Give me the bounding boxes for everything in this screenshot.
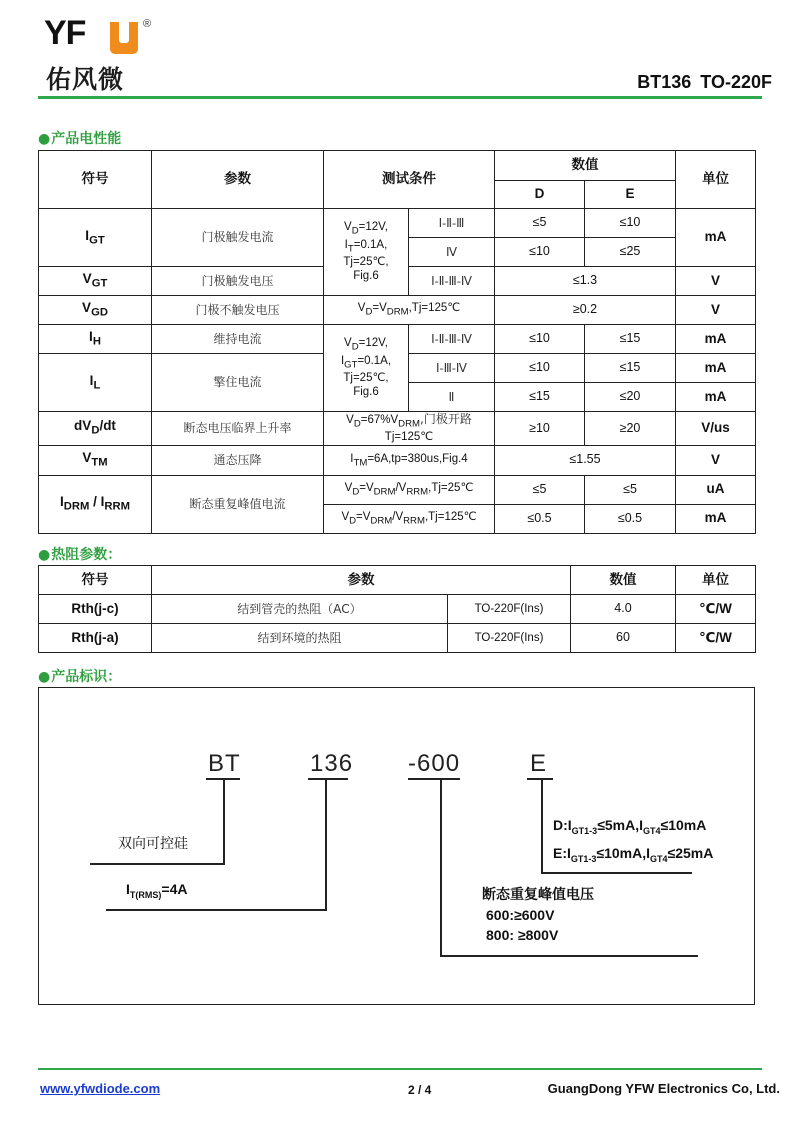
idrm-unit-25: uA: [676, 475, 756, 504]
idrm-d-125: ≤0.5: [495, 504, 585, 533]
il-quadrant-2: Ⅱ: [409, 383, 495, 412]
igt-unit: mA: [676, 209, 756, 267]
section-electrical-heading: [38, 128, 121, 148]
thermal-header-value: 数值: [571, 566, 676, 595]
ih-param: 维持电流: [152, 325, 324, 354]
vgd-param: 门极不触发电压: [152, 296, 324, 325]
thermal-header-unit: 单位: [676, 566, 756, 595]
part-prefix: BT: [208, 750, 241, 777]
il-unit-1: mA: [676, 354, 756, 383]
dvdt-symbol: $dV_D/dt$: [39, 412, 152, 446]
section-marking-label: 产品标识：: [51, 669, 122, 685]
section-thermal-heading: [38, 544, 121, 564]
thermal-param: 结到环境的热阻: [152, 624, 448, 653]
section-thermal-label: 热阻参数：: [51, 547, 122, 563]
section-marking-heading: [38, 666, 121, 686]
vtm-unit: V: [676, 445, 756, 475]
il-quadrant-1: Ⅰ-Ⅲ-Ⅳ: [409, 354, 495, 383]
electrical-characteristics-table: [38, 150, 756, 534]
dvdt-param: 断态电压临界上升率: [152, 412, 324, 446]
header-parameter: 参数: [152, 151, 324, 209]
vtm-conditions: $I_{TM}=6A,tp=380us,Fig.4$: [324, 445, 495, 475]
underline-e: [527, 778, 553, 780]
dvdt-conditions: $V_D=67\%V_{DRM}$,门极开路 Tj=125℃: [324, 412, 495, 446]
label-triac: 双向可控硅: [118, 835, 188, 851]
label-voltage-800: 800: ≥800V: [486, 927, 559, 943]
vtm-param: 通态压降: [152, 445, 324, 475]
document-title: BT136 TO-220F: [637, 72, 772, 92]
underline-136: [308, 778, 348, 780]
thermal-value: 4.0: [571, 595, 676, 624]
registered-mark: ®: [143, 18, 152, 30]
igt-param: 门极触发电流: [152, 209, 324, 267]
company-name: GuangDong YFW Electronics Co, Ltd.: [547, 1081, 780, 1096]
idrm-unit-125: mA: [676, 504, 756, 533]
ih-symbol: $I_H$: [39, 325, 152, 354]
website-link[interactable]: www.yfwdiode.com: [40, 1081, 161, 1096]
il-e2: ≤20: [585, 383, 676, 412]
ih-unit: mA: [676, 325, 756, 354]
il-param: 擎住电流: [152, 354, 324, 412]
leader-e-horizontal: [541, 872, 692, 874]
header-grade-d: D: [495, 181, 585, 209]
thermal-sym: Rth(j-a): [39, 624, 152, 653]
vgd-value: ≥0.2: [495, 296, 676, 325]
vgt-unit: V: [676, 267, 756, 296]
vgt-quadrant: Ⅰ-Ⅱ-Ⅲ-Ⅳ: [409, 267, 495, 296]
leader-136-horizontal: [106, 909, 327, 911]
il-e1: ≤15: [585, 354, 676, 383]
thermal-header-symbol: 符号: [39, 566, 152, 595]
ih-quadrant: Ⅰ-Ⅱ-Ⅲ-Ⅳ: [409, 325, 495, 354]
igt-quadrant-2: Ⅳ: [409, 238, 495, 267]
vtm-symbol: $V_{TM}$: [39, 445, 152, 475]
thermal-resistance-table: [38, 565, 756, 653]
header-conditions: 测试条件: [324, 151, 495, 209]
thermal-package: TO-220F(Ins): [448, 624, 571, 653]
dvdt-unit: V/us: [676, 412, 756, 446]
header-value: 数值: [495, 151, 676, 181]
bullet-icon: ●: [38, 669, 51, 685]
thermal-param: 结到管壳的热阻（AC）: [152, 595, 448, 624]
label-voltage-title: 断态重复峰值电压: [482, 886, 594, 902]
ih-e: ≤15: [585, 325, 676, 354]
idrm-e-125: ≤0.5: [585, 504, 676, 533]
table-row: [39, 624, 756, 653]
vgt-symbol: $V_{GT}$: [39, 267, 152, 296]
leader-600-horizontal: [440, 955, 698, 957]
vgd-unit: V: [676, 296, 756, 325]
bullet-icon: ●: [38, 131, 51, 147]
vgd-conditions: $V_D=V_{DRM},Tj=125℃$: [324, 296, 495, 325]
dvdt-d: ≥10: [495, 412, 585, 446]
label-voltage-600: 600:≥600V: [486, 907, 555, 923]
igt-conditions: $V_D=12V$, $I_T=0.1A$, Tj=25℃, Fig.6: [324, 209, 409, 296]
header-grade-e: E: [585, 181, 676, 209]
underline-600: [408, 778, 460, 780]
header-divider: [38, 96, 762, 99]
igt-e1: ≤10: [585, 209, 676, 238]
ih-d: ≤10: [495, 325, 585, 354]
il-unit-2: mA: [676, 383, 756, 412]
idrm-symbol: $I_{DRM} / I_{RRM}$: [39, 475, 152, 533]
il-d1: ≤10: [495, 354, 585, 383]
part-voltage-code: -600: [408, 750, 461, 777]
label-current-rating: $I_{T(RMS)}=4A$: [126, 881, 188, 900]
page-number: 2 / 4: [408, 1083, 432, 1097]
leader-e-vertical: [541, 779, 543, 873]
part-series: 136: [310, 750, 354, 777]
label-grade-e: $E:I_{GT1-3}\le 10mA,I_{GT4}\le 25mA$: [553, 845, 714, 864]
igt-quadrant-1: Ⅰ-Ⅱ-Ⅲ: [409, 209, 495, 238]
leader-136-vertical: [325, 779, 327, 910]
thermal-unit: ℃/W: [676, 595, 756, 624]
logo-chinese-name: 佑风微: [46, 65, 125, 94]
part-grade: E: [530, 750, 548, 777]
idrm-param: 断态重复峰值电流: [152, 475, 324, 533]
vgt-value: ≤1.3: [495, 267, 676, 296]
igt-d1: ≤5: [495, 209, 585, 238]
section-electrical-label: 产品电性能: [51, 131, 122, 147]
logo-u-mark: [110, 22, 138, 54]
igt-e2: ≤25: [585, 238, 676, 267]
igt-symbol: $I_{GT}$: [39, 209, 152, 267]
leader-bt-vertical: [223, 779, 225, 864]
logo-letters: YF: [44, 14, 86, 52]
idrm-conditions-125: $V_D=V_{DRM}/V_{RRM},Tj=125℃$: [324, 504, 495, 533]
bullet-icon: ●: [38, 547, 51, 563]
leader-bt-horizontal: [90, 863, 225, 865]
thermal-package: TO-220F(Ins): [448, 595, 571, 624]
thermal-value: 60: [571, 624, 676, 653]
footer-divider: [38, 1068, 762, 1070]
company-logo: [44, 14, 164, 92]
idrm-conditions-25: $V_D=V_{DRM}/V_{RRM},Tj=25℃$: [324, 475, 495, 504]
idrm-e-25: ≤5: [585, 475, 676, 504]
leader-600-vertical: [440, 779, 442, 956]
thermal-unit: ℃/W: [676, 624, 756, 653]
vgd-symbol: $V_{GD}$: [39, 296, 152, 325]
idrm-d-25: ≤5: [495, 475, 585, 504]
il-symbol: $I_L$: [39, 354, 152, 412]
vtm-value: ≤1.55: [495, 445, 676, 475]
header-unit: 单位: [676, 151, 756, 209]
table-row: [39, 595, 756, 624]
header-symbol: 符号: [39, 151, 152, 209]
ih-il-conditions: $V_D=12V$, $I_{GT}=0.1A$, Tj=25℃, Fig.6: [324, 325, 409, 412]
thermal-header-param: 参数: [152, 566, 571, 595]
dvdt-e: ≥20: [585, 412, 676, 446]
vgt-param: 门极触发电压: [152, 267, 324, 296]
thermal-sym: Rth(j-c): [39, 595, 152, 624]
igt-d2: ≤10: [495, 238, 585, 267]
il-d2: ≤15: [495, 383, 585, 412]
label-grade-d: $D:I_{GT1-3}\le 5mA,I_{GT4}\le 10mA$: [553, 817, 707, 836]
